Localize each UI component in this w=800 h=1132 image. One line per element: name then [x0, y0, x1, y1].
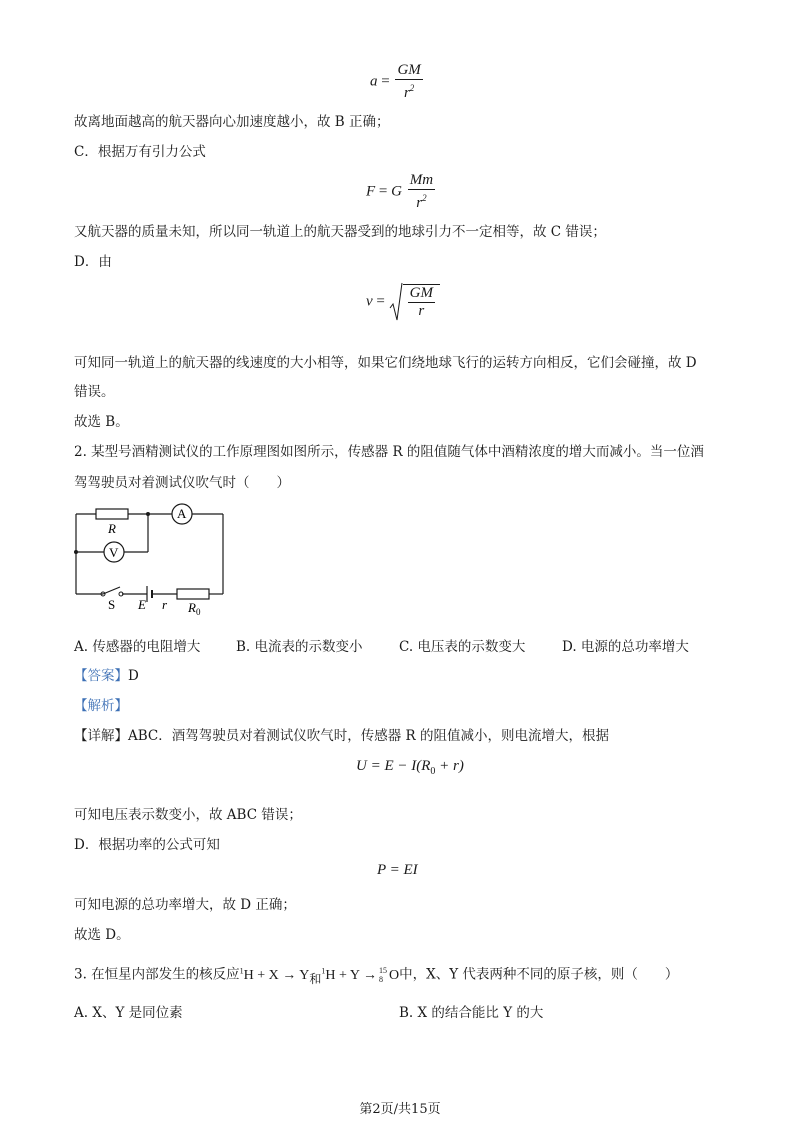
sqrt — [389, 282, 440, 322]
detail-line — [74, 726, 609, 746]
formula-lhs: F — [366, 183, 376, 200]
radical-sign-icon — [389, 282, 403, 322]
text-line: 可知同一轨道上的航天器的线速度的大小相等，如果它们绕地球飞行的运转方向相反，它们会碰撞，故 D — [74, 355, 697, 371]
text-line: 错误。 — [74, 384, 115, 400]
fraction-denominator — [404, 80, 414, 102]
text-line: 故离地面越高的航天器向心加速度越小，故 B 正确； — [74, 114, 390, 130]
question-2-stem: 2. 某型号酒精测试仪的工作原理图如图所示，传感器 R 的阻值随气体中酒精浓度的增大而减小。当一位酒 — [74, 444, 704, 460]
junction-dot — [146, 512, 150, 516]
q3-text-b: 中，X、Y 代表两种不同的原子核，则（ ） — [399, 966, 679, 983]
o-z: 8 — [378, 975, 383, 985]
label-r: R — [108, 521, 116, 536]
fraction — [408, 172, 435, 212]
analysis-tag: 【解析】 — [74, 698, 128, 714]
junction-dot — [74, 550, 78, 554]
h-mass: 1 — [239, 966, 244, 975]
label-voltmeter: V — [109, 545, 119, 560]
option-d: D. 电源的总功率增大 — [562, 639, 689, 655]
detail-text: ABC．酒驾驾驶员对着测试仪吹气时，传感器 R 的阻值减小，则电流增大，根据 — [128, 728, 609, 744]
circuit-diagram — [70, 500, 230, 615]
label-internal-resistance: r — [162, 597, 168, 612]
den-var: r — [403, 85, 410, 101]
text-line: 故选 B。 — [74, 414, 129, 430]
formula-power: P = EI — [377, 862, 418, 878]
formula-velocity: v = $\frac{GM}{r}$ — [366, 282, 440, 322]
nuclear-reaction-2 — [321, 968, 399, 983]
q3-text-a: 3. 在恒星内部发生的核反应 — [74, 966, 240, 983]
fixed-resistor-r0 — [177, 589, 209, 599]
fraction-numerator: GM — [409, 285, 433, 301]
reaction-1-text: H + X → Y — [243, 967, 310, 983]
fraction-numerator: GM — [397, 62, 421, 78]
formula-lhs: v — [366, 293, 373, 310]
oxygen-nuclide-numbers — [379, 966, 387, 984]
den-exp: 2 — [422, 193, 427, 203]
formula-coef: G — [391, 183, 402, 200]
answer-value: D — [128, 668, 139, 684]
text-line: 故选 D。 — [74, 927, 130, 943]
o-mass: 15 — [378, 966, 387, 976]
label-r0-main: R — [188, 600, 196, 615]
text-line: 可知电源的总功率增大，故 D 正确； — [74, 897, 296, 913]
sensor-resistor — [96, 509, 128, 519]
text-line: D．根据功率的公式可知 — [74, 837, 220, 853]
page-footer: 第2页/共15页 — [359, 1102, 441, 1117]
option-b: B. 电流表的示数变小 — [236, 639, 363, 655]
fraction-denominator — [416, 190, 426, 212]
formula-lhs: a — [370, 73, 378, 90]
option-c: C. 电压表的示数变大 — [399, 639, 526, 655]
question-3-stem — [74, 958, 678, 989]
den-exp: 2 — [409, 83, 415, 93]
h-mass: 1 — [321, 966, 326, 975]
den-var: r — [416, 195, 423, 211]
fraction — [408, 285, 435, 320]
answer-tag: 【答案】 — [74, 668, 128, 684]
formula-acceleration: a = $\frac{GM}{r^2}$ — [370, 62, 421, 101]
formula-gravitation: F = G $\frac{Mm}{r^2}$ — [366, 172, 434, 211]
reaction-2-text: H + Y → — [325, 967, 377, 983]
text-line: C．根据万有引力公式 — [74, 144, 206, 160]
question-2-stem: 驾驾驶员对着测试仪吹气时（ ） — [74, 475, 290, 491]
label-switch: S — [108, 597, 116, 612]
label-r0-sub: 0 — [195, 607, 201, 615]
detail-tag: 【详解】 — [74, 728, 128, 744]
text-line: 又航天器的质量未知，所以同一轨道上的航天器受到的地球引力不一定相等，故 C 错误； — [74, 224, 606, 240]
fraction-denominator: r — [418, 303, 425, 319]
nuclear-reaction-1 — [240, 968, 310, 983]
formula-tail: + r) — [435, 758, 464, 774]
option-a: A. 传感器的电阻增大 — [74, 639, 201, 655]
fraction — [395, 62, 422, 102]
formula-sub: 0 — [430, 766, 436, 777]
formula-main: U = E − I(R — [356, 758, 431, 774]
text-line: 可知电压表示数变小，故 ABC 错误； — [74, 807, 302, 823]
q3-and: 和 — [309, 971, 322, 986]
fraction-numerator: Mm — [409, 172, 434, 188]
option-a: A. X、Y 是同位素 — [74, 1005, 183, 1021]
formula-voltage — [356, 758, 464, 777]
switch-s — [103, 587, 120, 594]
text-line: D．由 — [74, 254, 112, 270]
oxygen-symbol: O — [388, 967, 400, 983]
radicand — [403, 284, 440, 320]
answer-line — [74, 666, 139, 686]
label-ammeter: A — [177, 506, 187, 521]
label-r0 — [187, 600, 201, 615]
label-emf: E — [138, 597, 146, 612]
option-b: B. X 的结合能比 Y 的大 — [399, 1005, 544, 1021]
